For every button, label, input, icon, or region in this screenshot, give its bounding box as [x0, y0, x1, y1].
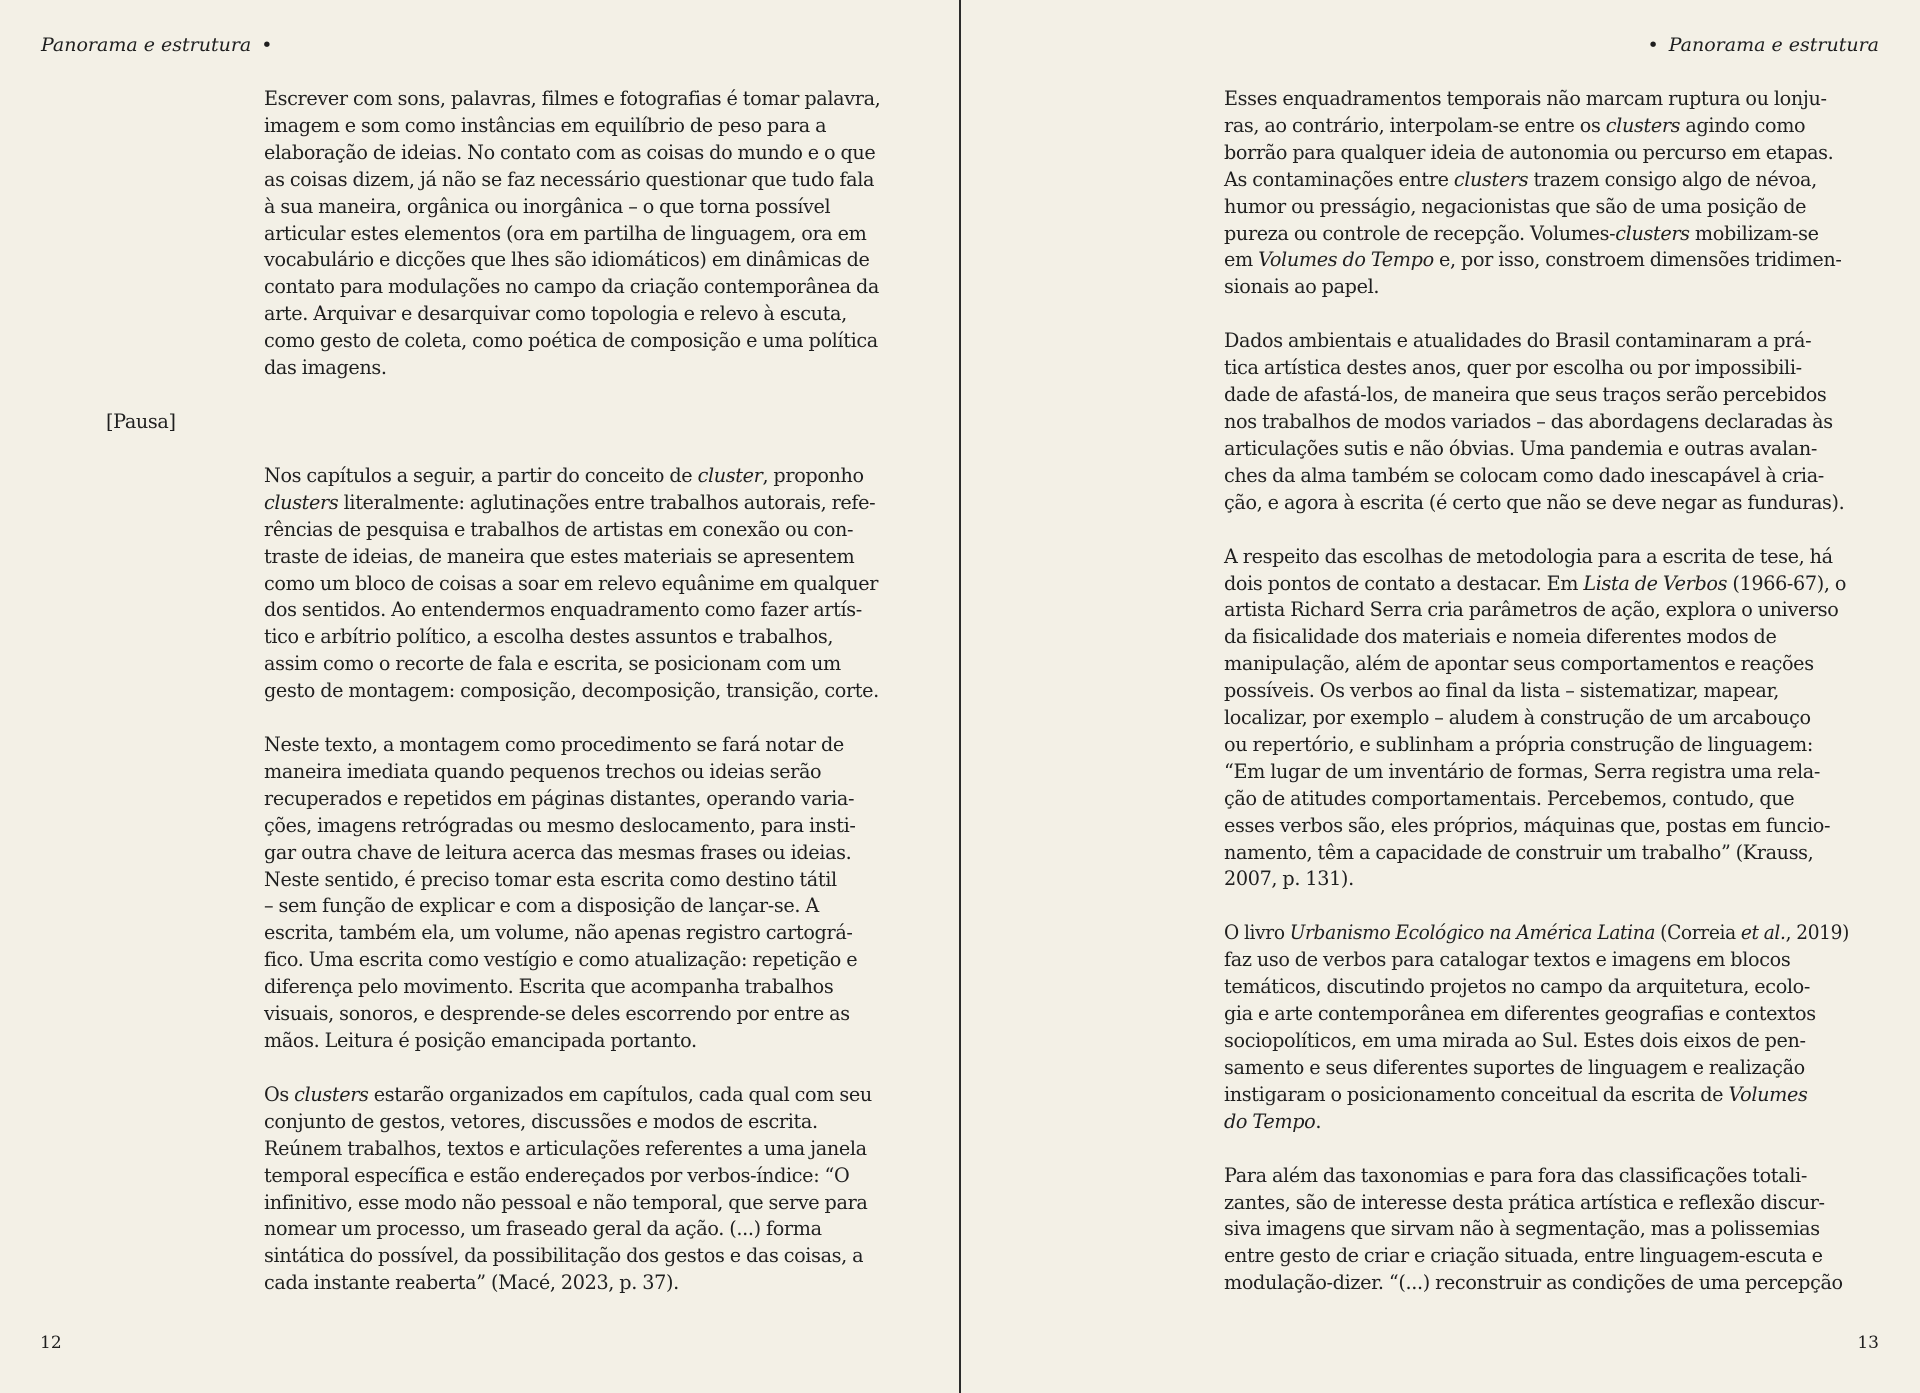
- text-line: A respeito das escolhas de metodologia para a escrita de tese, há: [1224, 544, 1833, 568]
- text-line: ção de atitudes comportamentais. Percebemos, contudo, que: [1224, 786, 1795, 810]
- text-line: possíveis. Os verbos ao final da lista – sistematizar, mapear,: [1224, 679, 1779, 703]
- text-line: [1224, 920, 1850, 947]
- text-line: [1224, 1082, 1849, 1109]
- text-line: faz uso de verbos para catalogar textos e imagens em blocos: [1224, 948, 1791, 972]
- text-line: conjunto de gestos, vetores, discussões e modos de escrita.: [264, 1109, 818, 1133]
- text-line: Dados ambientais e atualidades do Brasil contaminaram a prá-: [1224, 329, 1812, 353]
- text-line: cada instante reaberta” (Macé, 2023, p. 37).: [264, 1271, 679, 1295]
- left-body-text: [106, 86, 886, 1324]
- italic-title: Urbanismo Ecológico na América Latina: [1289, 921, 1656, 945]
- text-line: entre gesto de criar e criação situada, entre linguagem-escuta e: [1224, 1244, 1823, 1268]
- text-line: tico e arbítrio político, a escolha destes assuntos e trabalhos,: [264, 625, 834, 649]
- text-line: vocabulário e dicções que lhes são idiomáticos) em dinâmicas de: [264, 248, 870, 272]
- text-line: 2007, p. 131).: [1224, 867, 1354, 891]
- text-run: (1966-67), o: [1727, 571, 1847, 595]
- text-line: dade de afastá-los, de maneira que seus traços serão percebidos: [1224, 383, 1827, 407]
- paragraph-montage: [264, 732, 886, 1055]
- text-line: tica artística destes anos, quer por escolha ou por impossibili-: [1224, 356, 1802, 380]
- gutter-divider: [959, 0, 961, 1393]
- text-run: .: [1315, 1109, 1322, 1133]
- text-line: [1224, 221, 1849, 248]
- text-line: – sem função de explicar e com a disposição de lançar-se. A: [264, 894, 819, 918]
- text-run: ras, ao contrário, interpolam-se entre os: [1224, 113, 1606, 137]
- text-line: arte. Arquivar e desarquivar como topologia e relevo à escuta,: [264, 302, 847, 326]
- text-run: Os: [264, 1082, 295, 1106]
- text-line: à sua maneira, orgânica ou inorgânica – o que torna possível: [264, 194, 831, 218]
- paragraph-clusters-intro: [264, 463, 886, 705]
- text-line: [1224, 571, 1849, 598]
- paragraph-writing-with-sounds: [264, 86, 886, 382]
- text-line: diferença pelo movimento. Escrita que acompanha trabalhos: [264, 975, 834, 999]
- italic-term: clusters: [264, 490, 339, 514]
- text-line: nomear um processo, um fraseado geral da ação. (...) forma: [264, 1217, 822, 1241]
- text-line: ções, imagens retrógradas ou mesmo deslocamento, para insti-: [264, 813, 856, 837]
- paragraph-taxonomies: [1224, 1163, 1849, 1298]
- paragraph-temporal-frames: [1224, 86, 1849, 301]
- text-run: trazem consigo algo de névoa,: [1528, 167, 1817, 191]
- text-line: infinitivo, esse modo não pessoal e não temporal, que serve para: [264, 1190, 868, 1214]
- text-line: Escrever com sons, palavras, filmes e fotografias é tomar palavra,: [264, 87, 881, 110]
- italic-term: clusters: [1453, 167, 1529, 191]
- right-running-head: [1643, 32, 1879, 58]
- running-head-title: Panorama e estrutura: [41, 34, 252, 56]
- italic-term: cluster: [697, 463, 763, 487]
- italic-term: clusters: [294, 1082, 369, 1106]
- text-run: instigaram o posicionamento conceitual da escrita de: [1224, 1082, 1729, 1106]
- text-line: da fisicalidade dos materiais e nomeia diferentes modos de: [1224, 625, 1777, 649]
- text-line: samento e seus diferentes suportes de linguagem e realização: [1224, 1055, 1805, 1079]
- text-line: gia e arte contemporânea em diferentes geografias e contextos: [1224, 1002, 1816, 1026]
- text-line: Esses enquadramentos temporais não marcam ruptura ou lonju-: [1224, 87, 1827, 110]
- text-line: sociopolíticos, em uma mirada ao Sul. Estes dois eixos de pen-: [1224, 1029, 1806, 1052]
- text-line: maneira imediata quando pequenos trechos ou ideias serão: [264, 759, 822, 783]
- text-run: , 2019): [1785, 921, 1850, 945]
- paragraph-environmental-data: [1224, 328, 1849, 516]
- text-line: recuperados e repetidos em páginas distantes, operando varia-: [264, 786, 855, 810]
- text-line: Para além das taxonomias e para fora das classificações totali-: [1224, 1163, 1807, 1187]
- text-line: modulação-dizer. “(...) reconstruir as condições de uma percepção: [1224, 1271, 1843, 1295]
- text-line: Neste sentido, é preciso tomar esta escrita como destino tátil: [264, 867, 837, 891]
- text-line: zantes, são de interesse desta prática artística e reflexão discur-: [1224, 1190, 1825, 1214]
- text-line: traste de ideias, de maneira que estes materiais se apresentem: [264, 544, 855, 568]
- text-line: das imagens.: [264, 356, 387, 380]
- text-line: artista Richard Serra cria parâmetros de ação, explora o universo: [1224, 598, 1839, 622]
- text-line: namento, têm a capacidade de construir um trabalho” (Krauss,: [1224, 840, 1814, 864]
- text-line: siva imagens que sirvam não à segmentação, mas a polissemias: [1224, 1217, 1820, 1241]
- text-line: humor ou presságio, negacionistas que são de uma posição de: [1224, 194, 1807, 218]
- right-page-number: 13: [1857, 1333, 1879, 1353]
- left-page: [0, 0, 959, 1393]
- text-line: [1224, 247, 1849, 274]
- text-line: ou repertório, e sublinham a própria construção de linguagem:: [1224, 732, 1813, 756]
- text-run: pureza ou controle de recepção. Volumes-: [1224, 221, 1616, 245]
- text-line: articular estes elementos (ora em partilha de linguagem, ora em: [264, 221, 867, 245]
- text-line: dos sentidos. Ao entendermos enquadramento como fazer artís-: [264, 598, 862, 622]
- text-line: como gesto de coleta, como poética de composição e uma política: [264, 329, 878, 353]
- text-line: assim como o recorte de fala e escrita, se posicionam com um: [264, 652, 841, 676]
- text-line: [264, 463, 886, 490]
- left-running-head: [41, 32, 277, 58]
- right-body-text: [1224, 86, 1849, 1324]
- text-line: visuais, sonoros, e desprende-se deles escorrendo por entre as: [264, 1002, 850, 1026]
- text-line: gesto de montagem: composição, decomposição, transição, corte.: [264, 679, 879, 703]
- text-line: nos trabalhos de modos variados – das abordagens declaradas às: [1224, 409, 1833, 433]
- bullet-icon: •: [261, 34, 273, 56]
- text-run: em: [1224, 248, 1259, 272]
- text-run: (Correia: [1655, 921, 1741, 945]
- italic-title: Volumes: [1728, 1082, 1808, 1106]
- text-line: “Em lugar de um inventário de formas, Serra registra uma rela-: [1224, 759, 1820, 783]
- italic-term: clusters: [1615, 221, 1690, 245]
- italic-title: Volumes do Tempo: [1258, 248, 1434, 272]
- pause-marker: [Pausa]: [106, 409, 176, 433]
- text-line: contato para modulações no campo da criação contemporânea da: [264, 275, 879, 299]
- text-run: dois pontos de contato a destacar. Em: [1224, 571, 1584, 595]
- text-line: imagem e som como instâncias em equilíbrio de peso para a: [264, 113, 827, 137]
- text-line: rências de pesquisa e trabalhos de artistas em conexão ou con-: [264, 517, 854, 541]
- text-run: , proponho: [762, 463, 864, 487]
- italic-term: et al.: [1740, 921, 1786, 945]
- text-line: Neste texto, a montagem como procedimento se fará notar de: [264, 733, 844, 757]
- text-line: sintática do possível, da possibilitação dos gestos e das coisas, a: [264, 1244, 864, 1268]
- paragraph-chapters: [264, 1082, 886, 1297]
- text-line: Reúnem trabalhos, textos e articulações referentes a uma janela: [264, 1136, 867, 1160]
- text-line: [1224, 1109, 1849, 1136]
- text-line: ches da alma também se colocam como dado inescapável à cria-: [1224, 463, 1824, 487]
- text-line: [1224, 167, 1849, 194]
- paragraph-ecological-urbanism: [1224, 920, 1849, 1135]
- text-line: borrão para qualquer ideia de autonomia ou percurso em etapas.: [1224, 140, 1834, 164]
- text-line: mãos. Leitura é posição emancipada portanto.: [264, 1029, 697, 1052]
- text-line: elaboração de ideias. No contato com as coisas do mundo e o que: [264, 140, 876, 164]
- right-page: [962, 0, 1920, 1393]
- text-line: sionais ao papel.: [1224, 275, 1380, 299]
- text-line: ção, e agora à escrita (é certo que não se deve negar as funduras).: [1224, 490, 1845, 514]
- text-line: [264, 490, 886, 517]
- text-run: mobilizam-se: [1689, 221, 1819, 245]
- paragraph-methodology: [1224, 544, 1849, 894]
- text-run: e, por isso, constroem dimensões tridimen-: [1433, 248, 1842, 272]
- italic-title: do Tempo: [1224, 1109, 1316, 1133]
- left-page-number: 12: [40, 1333, 62, 1353]
- text-run: literalmente: aglutinações entre trabalhos autorais, refe-: [338, 490, 876, 514]
- text-line: gar outra chave de leitura acerca das mesmas frases ou ideias.: [264, 840, 852, 864]
- text-line: como um bloco de coisas a soar em relevo equânime em qualquer: [264, 571, 879, 595]
- italic-title: Lista de Verbos: [1583, 571, 1728, 595]
- running-head-title: Panorama e estrutura: [1668, 34, 1879, 56]
- text-line: as coisas dizem, já não se faz necessário questionar que tudo fala: [264, 167, 875, 191]
- text-run: agindo como: [1680, 113, 1806, 137]
- text-line: [264, 1082, 886, 1109]
- text-line: localizar, por exemplo – aludem à construção de um arcabouço: [1224, 706, 1811, 730]
- text-line: [1224, 113, 1849, 140]
- text-run: As contaminações entre: [1224, 167, 1454, 191]
- text-line: manipulação, além de apontar seus comportamentos e reações: [1224, 652, 1814, 676]
- text-line: fico. Uma escrita como vestígio e como atualização: repetição e: [264, 948, 858, 972]
- text-run: estarão organizados em capítulos, cada qual com seu: [368, 1082, 872, 1106]
- text-line: temáticos, discutindo projetos no campo da arquitetura, ecolo-: [1224, 975, 1811, 999]
- text-line: escrita, também ela, um volume, não apenas registro cartográ-: [264, 921, 853, 945]
- text-run: Nos capítulos a seguir, a partir do conceito de: [264, 463, 698, 487]
- bullet-icon: •: [1647, 34, 1659, 56]
- text-line: articulações sutis e não óbvias. Uma pandemia e outras avalan-: [1224, 436, 1817, 460]
- text-run: O livro: [1224, 921, 1290, 945]
- text-line: temporal específica e estão endereçados por verbos-índice: “O: [264, 1163, 850, 1187]
- italic-term: clusters: [1605, 113, 1681, 137]
- text-line: esses verbos são, eles próprios, máquinas que, postas em funcio-: [1224, 813, 1831, 837]
